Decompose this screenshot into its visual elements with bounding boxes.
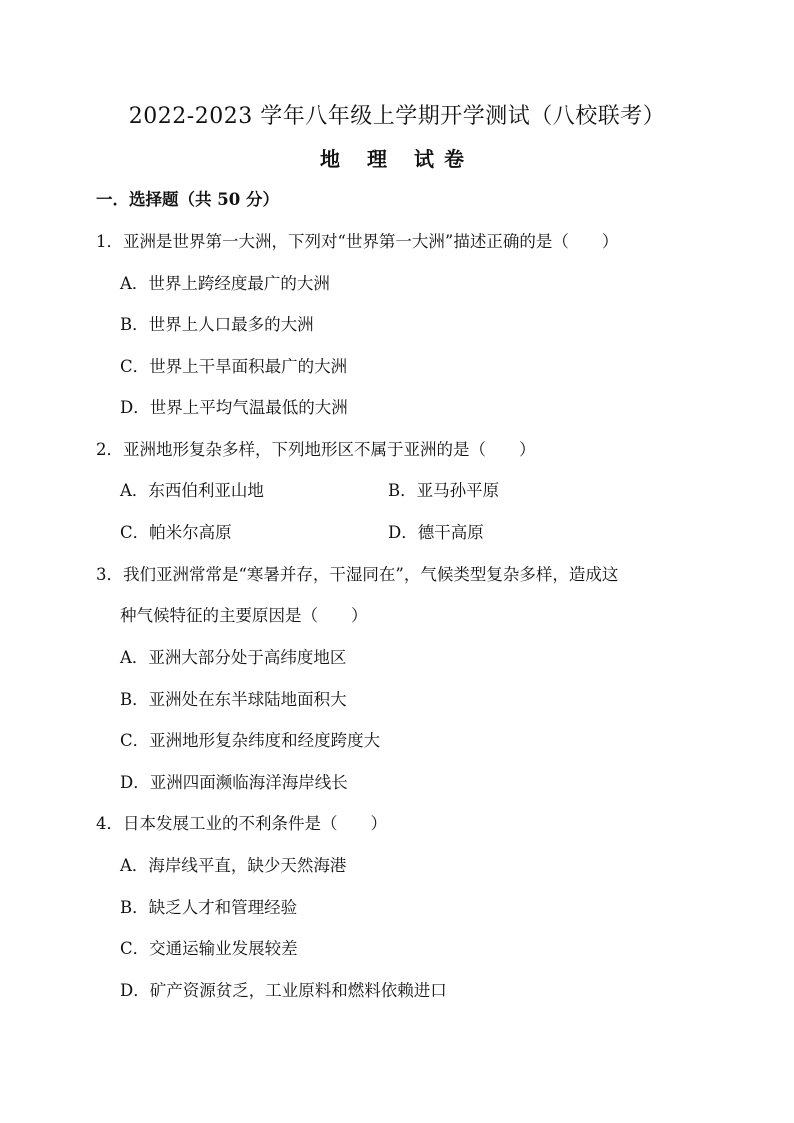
section-heading: 一．选择题（共 50 分） bbox=[96, 190, 279, 209]
question-4-option-b: B．缺乏人才和管理经验 bbox=[120, 898, 298, 917]
exam-title: 2022-2023 学年八年级上学期开学测试（八校联考） bbox=[128, 104, 666, 129]
question-3-stem-continued: 种气候特征的主要原因是（ ） bbox=[120, 606, 368, 625]
question-4-stem: 4．日本发展工业的不利条件是（ ） bbox=[96, 814, 387, 833]
exam-subject: 地 理 试卷 bbox=[320, 147, 474, 171]
question-1-option-b: B．世界上人口最多的大洲 bbox=[120, 315, 314, 334]
question-2-stem: 2．亚洲地形复杂多样，下列地形区不属于亚洲的是（ ） bbox=[96, 440, 536, 459]
question-1-stem: 1．亚洲是世界第一大洲，下列对“世界第一大洲”描述正确的是（ ） bbox=[96, 232, 619, 251]
question-2-option-b: B．亚马孙平原 bbox=[388, 481, 500, 500]
question-4-option-a: A．海岸线平直，缺少天然海港 bbox=[120, 856, 347, 875]
question-1-option-c: C．世界上干旱面积最广的大洲 bbox=[120, 357, 348, 376]
question-3-option-c: C．亚洲地形复杂纬度和经度跨度大 bbox=[120, 731, 381, 750]
question-1-option-a: A．世界上跨经度最广的大洲 bbox=[120, 274, 330, 293]
question-1-option-d: D．世界上平均气温最低的大洲 bbox=[120, 398, 348, 417]
question-4-option-c: C．交通运输业发展较差 bbox=[120, 939, 298, 958]
question-3-option-a: A．亚洲大部分处于高纬度地区 bbox=[120, 648, 347, 667]
question-3-stem: 3．我们亚洲常常是“寒暑并存，干湿同在”，气候类型复杂多样，造成这 bbox=[96, 565, 619, 584]
question-3-option-d: D．亚洲四面濒临海洋海岸线长 bbox=[120, 773, 348, 792]
question-4-option-d: D．矿产资源贫乏，工业原料和燃料依赖进口 bbox=[120, 981, 447, 1000]
question-3-option-b: B．亚洲处在东半球陆地面积大 bbox=[120, 690, 347, 709]
question-2-option-c: C．帕米尔高原 bbox=[120, 523, 232, 542]
question-2-option-a: A．东西伯利亚山地 bbox=[120, 481, 264, 500]
question-2-option-d: D．德干高原 bbox=[388, 523, 484, 542]
